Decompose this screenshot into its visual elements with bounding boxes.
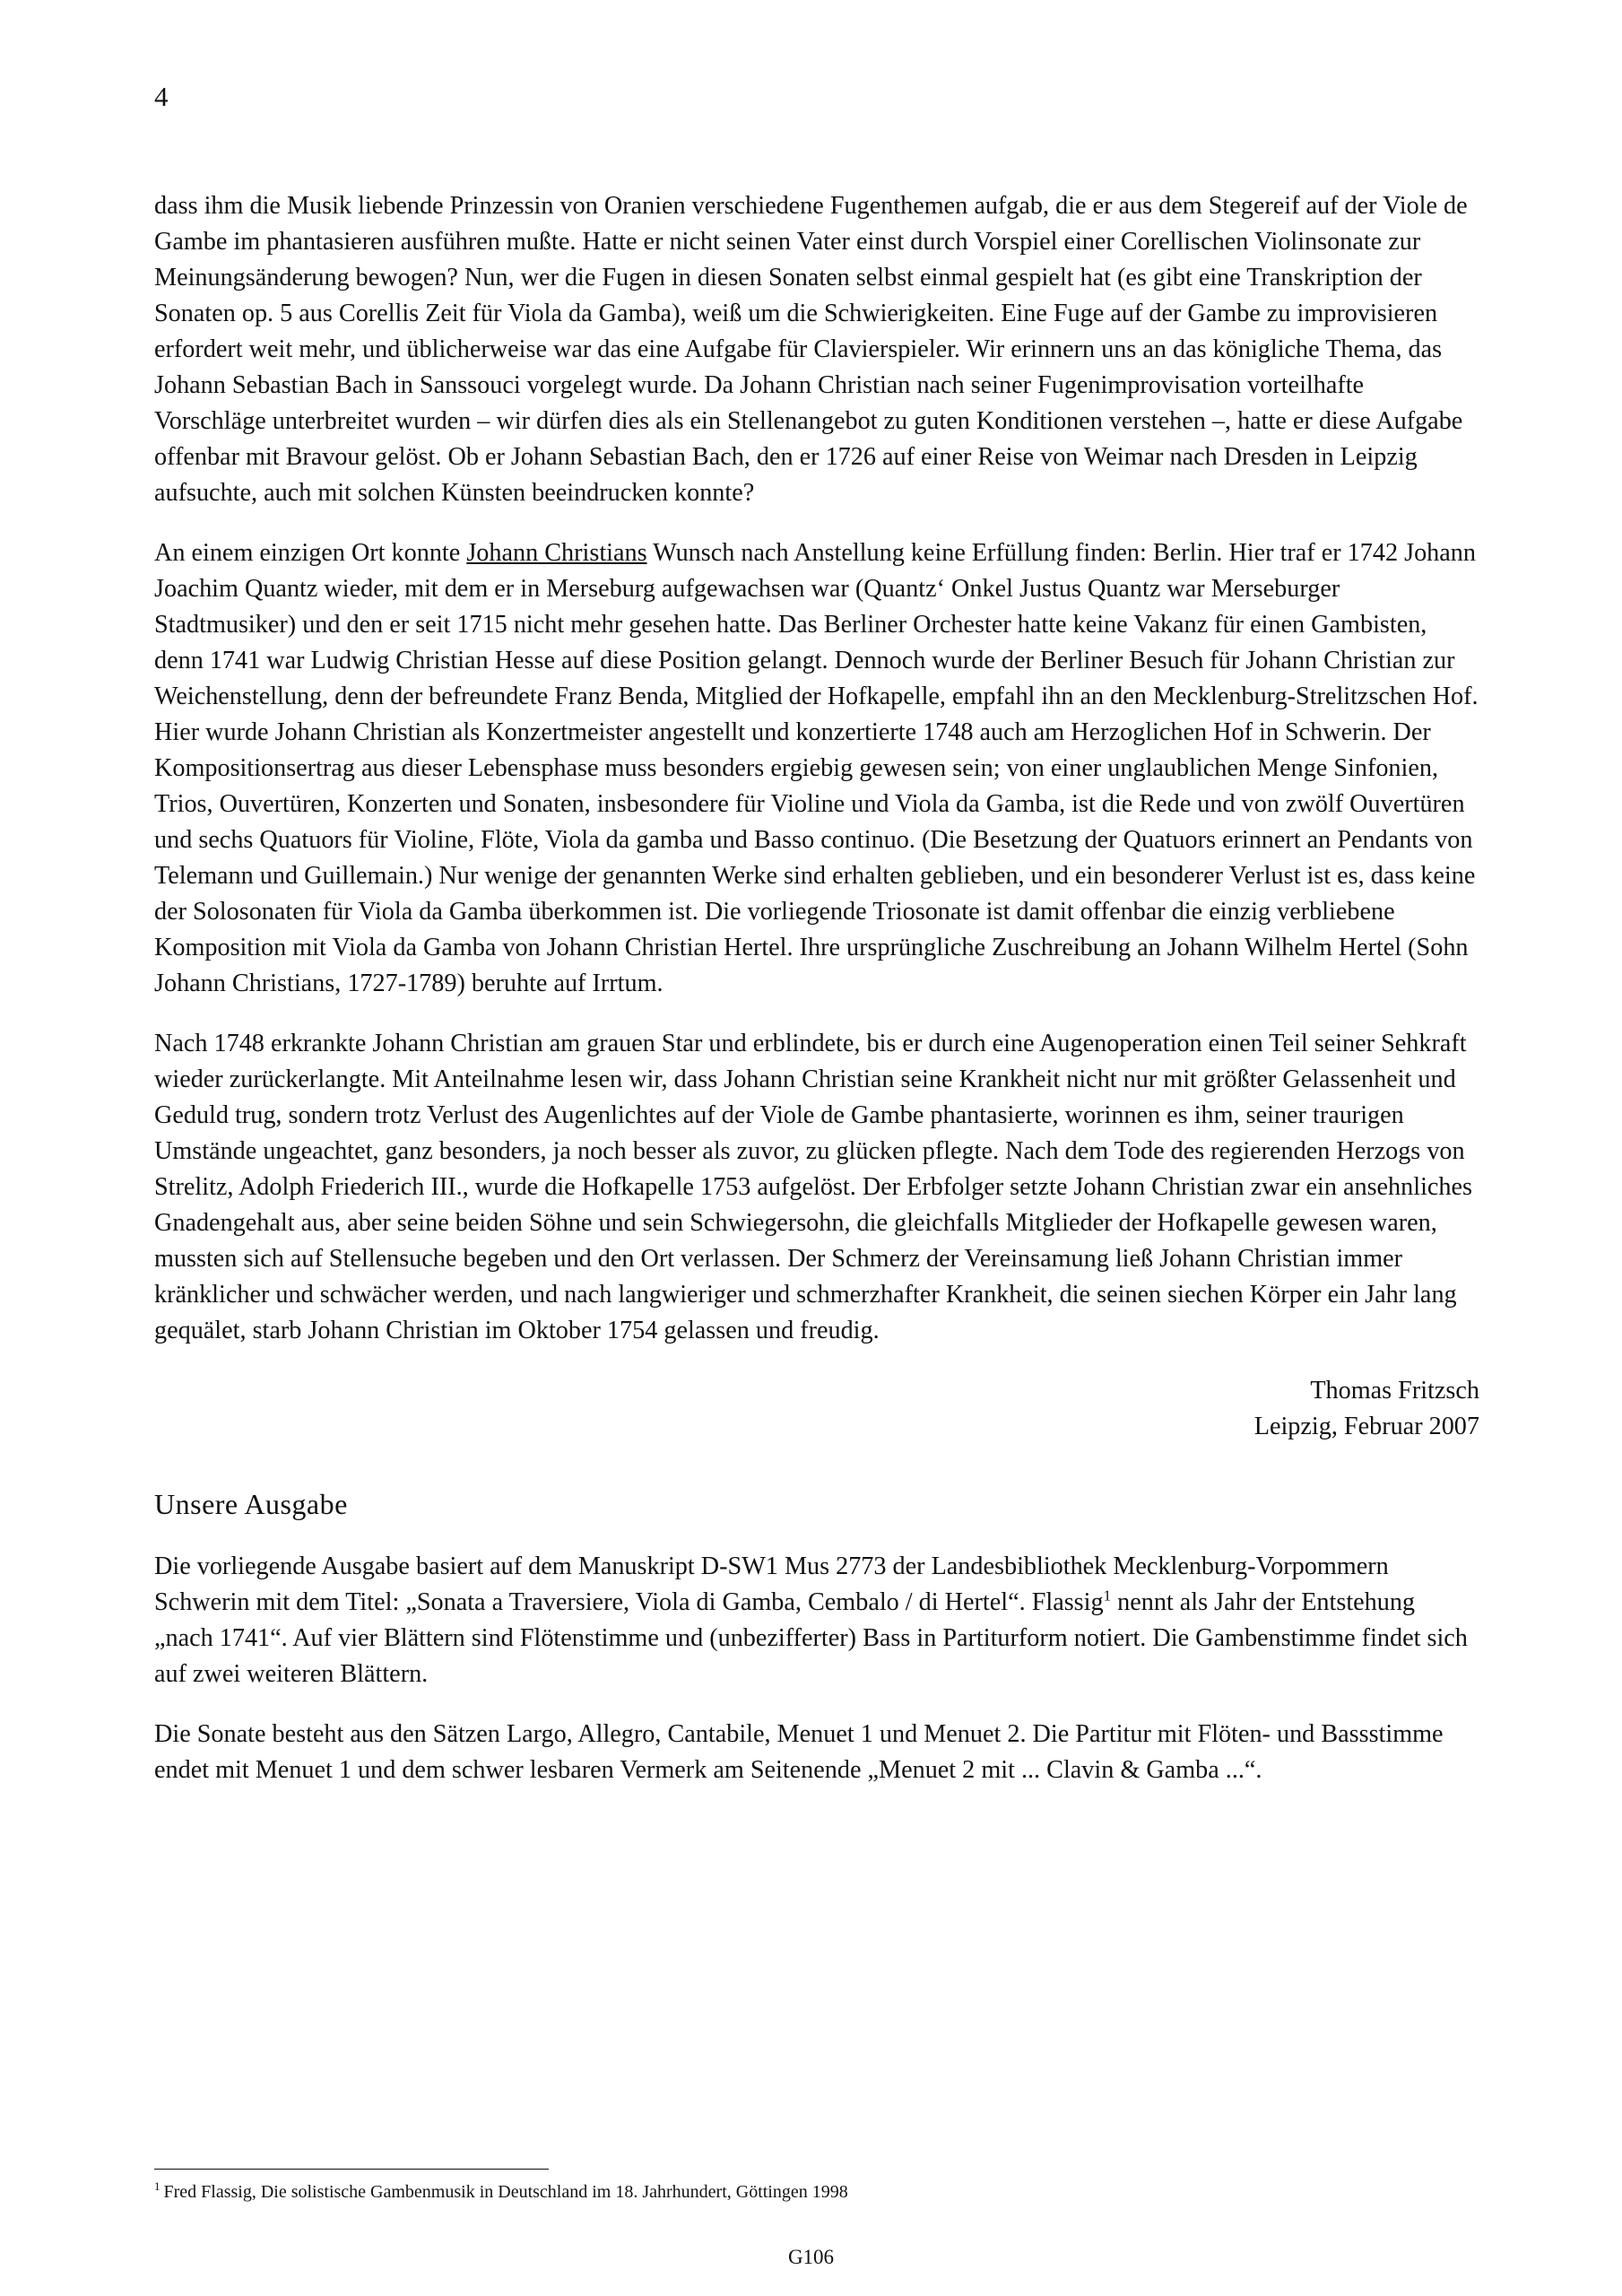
footnote-reference: 1 (1103, 1587, 1112, 1605)
paragraph-2 (154, 535, 1479, 1002)
section-paragraph-1-rest: nennt als Jahr der Entstehung „nach 1741“. Auf vier Blättern sind Flötenstimme und (unbezifferter) Bass in Partiturform notiert. Die Gambenstimme findet sich auf zwei weiteren Blättern. (154, 1588, 1468, 1688)
section-paragraph-2: Die Sonate besteht aus den Sätzen Largo, Allegro, Cantabile, Menuet 1 und Menuet 2. Die Partitur mit Flöten- und Bassstimme endet mit Menuet 1 und dem schwer lesbaren Vermerk am Seitenende „Menuet 2 mit ... Clavin & Gamba ...“. (154, 1720, 1444, 1784)
signature (154, 1373, 1479, 1445)
section-heading: Unsere Ausgabe (154, 1488, 348, 1520)
footnote-text: Fred Flassig, Die solistische Gambenmusik in Deutschland im 18. Jahrhundert, Göttingen 1998 (163, 2182, 848, 2202)
footnote-mark: 1 (154, 2179, 160, 2194)
signature-place-date: Leipzig, Februar 2007 (1253, 1413, 1479, 1440)
footnote-divider (154, 2169, 549, 2170)
underlined-name: Johann Christians (466, 539, 647, 567)
page-code: G106 (787, 2246, 835, 2268)
paragraph-2-start: An einem einzigen Ort konnte (154, 539, 467, 567)
paragraph-3: Nach 1748 erkrankte Johann Christian am grauen Star und erblindete, bis er durch eine Augenoperation einen Teil seiner Sehkraft wieder zurückerlangte. Mit Anteilnahme lesen wir, dass Johann Christian seine Krankheit nicht nur mit größter Gelassenheit und Geduld trug, sondern trotz Verlust des Augenlichtes auf der Viole de Gambe phantasierte, worinnen es ihm, seiner traurigen Umstände ungeachtet, ganz besonders, ja noch besser als zuvor, zu glücken pflegte. Nach dem Tode des regierenden Herzogs von Strelitz, Adolph Friederich III., wurde die Hofkapelle 1753 aufgelöst. Der Erbfolger setzte Johann Christian zwar ein ansehnliches Gnadengehalt aus, aber seine beiden Söhne und sein Schwiegersohn, die gleichfalls Mitglieder der Hofkapelle gewesen waren, mussten sich auf Stellensuche begeben und den Ort verlassen. Der Schmerz der Vereinsamung ließ Johann Christian immer kränklicher und schwächer werden, und nach langwieriger und schmerzhafter Krankheit, die seinen siechen Körper ein Jahr lang gequälet, starb Johann Christian im Oktober 1754 gelassen und freudig. (154, 1030, 1472, 1344)
paragraph-1: dass ihm die Musik liebende Prinzessin von Oranien verschiedene Fugenthemen aufgab, die er aus dem Stegereif auf der Viole de Gambe im phantasieren ausführen mußte. Hatte er nicht seinen Vater einst durch Vorspiel einer Corellischen Violinsonate zur Meinungsänderung bewogen? Nun, wer die Fugen in diesen Sonaten selbst einmal gespielt hat (es gibt eine Transkription der Sonaten op. 5 aus Corellis Zeit für Viola da Gamba), weiß um die Schwierigkeiten. Eine Fuge auf der Gambe zu improvisieren erfordert weit mehr, und üblicherweise war das eine Aufgabe für Clavierspieler. Wir erinnern uns an das königliche Thema, das Johann Sebastian Bach in Sanssouci vorgelegt wurde. Da Johann Christian nach seiner Fugenimprovisation vorteilhafte Vorschläge unterbreitet wurden – wir dürfen dies als ein Stellenangebot zu guten Konditionen verstehen –, hatte er diese Aufgabe offenbar mit Bravour gelöst. Ob er Johann Sebastian Bach, den er 1726 auf einer Reise von Weimar nach Dresden in Leipzig aufsuchte, auch mit solchen Künsten beeindrucken konnte? (154, 192, 1468, 507)
section-paragraph-1 (154, 1549, 1479, 1692)
signature-author: Thomas Fritzsch (1310, 1377, 1479, 1405)
page-number: 4 (154, 81, 169, 112)
footnote (154, 2179, 848, 2205)
main-text (154, 188, 1479, 1813)
section-paragraph-1-start: Die vorliegende Ausgabe basiert auf dem Manuskript D-SW1 Mus 2773 der Landesbibliothek Mecklenburg-Vorpommern Schwerin mit dem Titel: „Sonata a Traversiere, Viola di Gamba, Cembalo / di Hertel“. Flassig (154, 1552, 1389, 1616)
paragraph-2-rest: Wunsch nach Anstellung keine Erfüllung finden: Berlin. Hier traf er 1742 Johann Joachim Quantz wieder, mit dem er in Merseburg aufgewachsen war (Quantz‘ Onkel Justus Quantz war Merseburger Stadtmusiker) und den er seit 1715 nicht mehr gesehen hatte. Das Berliner Orchester hatte keine Vakanz für einen Gambisten, denn 1741 war Ludwig Christian Hesse auf diese Position gelangt. Dennoch wurde der Berliner Besuch für Johann Christian zur Weichenstellung, denn der befreundete Franz Benda, Mitglied der Hofkapelle, empfahl ihn an den Mecklenburg-Strelitzschen Hof. Hier wurde Johann Christian als Konzertmeister angestellt und konzertierte 1748 auch am Herzoglichen Hof in Schwerin. Der Kompositionsertrag aus dieser Lebensphase muss besonders ergiebig gewesen sein; von einer unglaublichen Menge Sinfonien, Trios, Ouvertüren, Konzerten und Sonaten, insbesondere für Violine und Viola da Gamba, ist die Rede und von zwölf Ouvertüren und sechs Quatuors für Violine, Flöte, Viola da gamba und Basso continuo. (Die Besetzung der Quatuors erinnert an Pendants von Telemann und Guillemain.) Nur wenige der genannten Werke sind erhalten geblieben, und ein besonderer Verlust ist es, dass keine der Solosonaten für Viola da Gamba überkommen ist. Die vorliegende Triosonate ist damit offenbar die einzig verbliebene Komposition mit Viola da Gamba von Johann Christian Hertel. Ihre ursprüngliche Zuschreibung an Johann Wilhelm Hertel (Sohn Johann Christians, 1727-1789) beruhte auf Irrtum. (154, 539, 1479, 997)
